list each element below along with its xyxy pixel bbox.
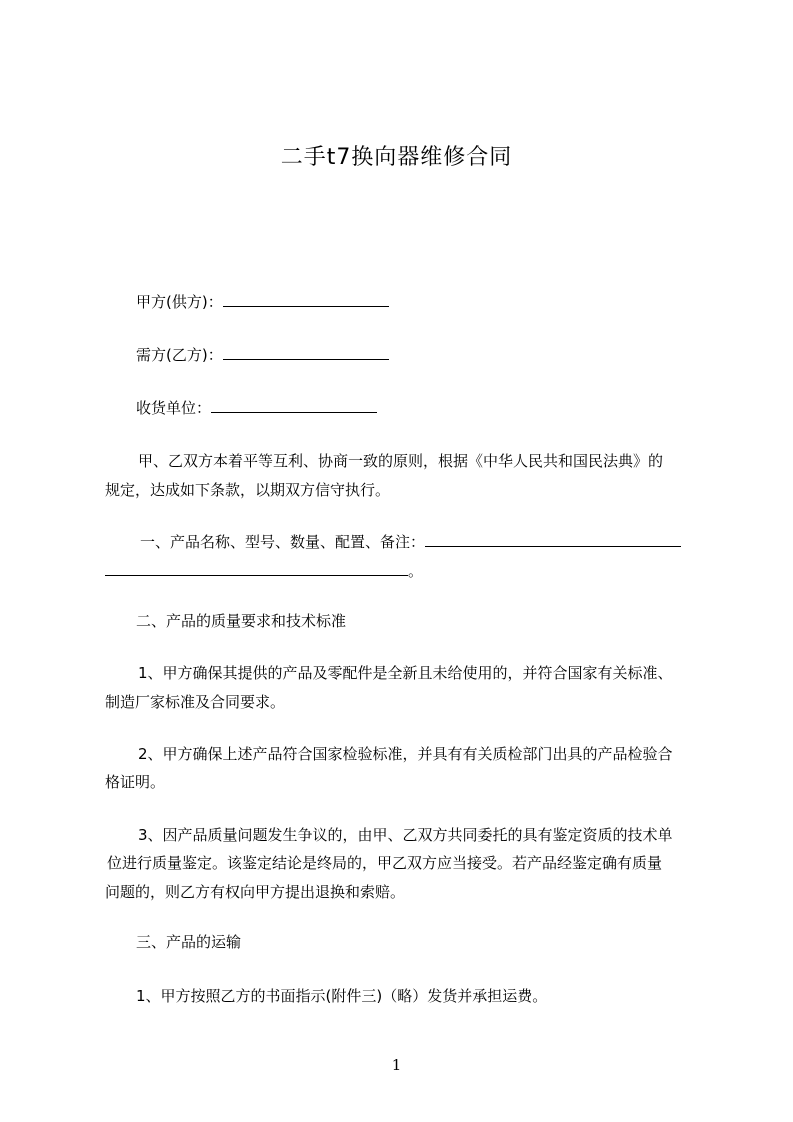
s2-item2-line-1: 2、甲方确保上述产品符合国家检验标准，并具有有关质检部门出具的产品检验合: [138, 745, 673, 763]
section1-label: 一、产品名称、型号、数量、配置、备注：: [140, 533, 426, 551]
party-b-blank: [223, 345, 389, 360]
party-a-label: 甲方(供方)：: [136, 293, 223, 311]
s2-item1-line-2: 制造厂家标准及合同要求。: [105, 693, 286, 711]
party-a-blank: [223, 292, 389, 307]
s3-item1: 1、甲方按照乙方的书面指示(附件三)（略）发货并承担运费。: [136, 987, 548, 1005]
party-a-line: [136, 292, 389, 312]
section3-heading: 三、产品的运输: [136, 933, 242, 951]
section1-end: 。: [408, 562, 424, 580]
consignee-blank: [211, 398, 377, 413]
document-title: 二手t7换向器维修合同: [280, 145, 513, 170]
section1-line: [140, 532, 681, 552]
intro-line-2: 规定，达成如下条款，以期双方信守执行。: [105, 481, 391, 499]
section1-continuation: [105, 561, 423, 581]
s2-item3-line-3: 问题的，则乙方有权向甲方提出退换和索赔。: [105, 883, 406, 901]
consignee-line: [136, 398, 377, 418]
section1-blank-1: [425, 532, 681, 547]
s2-item3-line-1: 3、因产品质量问题发生争议的，由甲、乙双方共同委托的具有鉴定资质的技术单: [138, 826, 673, 844]
section2-heading: 二、产品的质量要求和技术标准: [136, 612, 347, 630]
party-b-line: [136, 345, 389, 365]
s2-item1-line-1: 1、甲方确保其提供的产品及零配件是全新且未给使用的，并符合国家有关标准、: [138, 664, 673, 682]
section1-blank-2: [105, 561, 408, 576]
party-b-label: 需方(乙方)：: [136, 346, 223, 364]
s2-item3-line-2: 位进行质量鉴定。该鉴定结论是终局的，甲乙双方应当接受。若产品经鉴定确有质量: [107, 854, 663, 872]
page-number: 1: [391, 1056, 402, 1074]
consignee-label: 收货单位：: [136, 399, 212, 417]
intro-line-1: 甲、乙双方本着平等互利、协商一致的原则，根据《中华人民共和国民法典》的: [138, 452, 664, 470]
s2-item2-line-2: 格证明。: [105, 773, 166, 791]
